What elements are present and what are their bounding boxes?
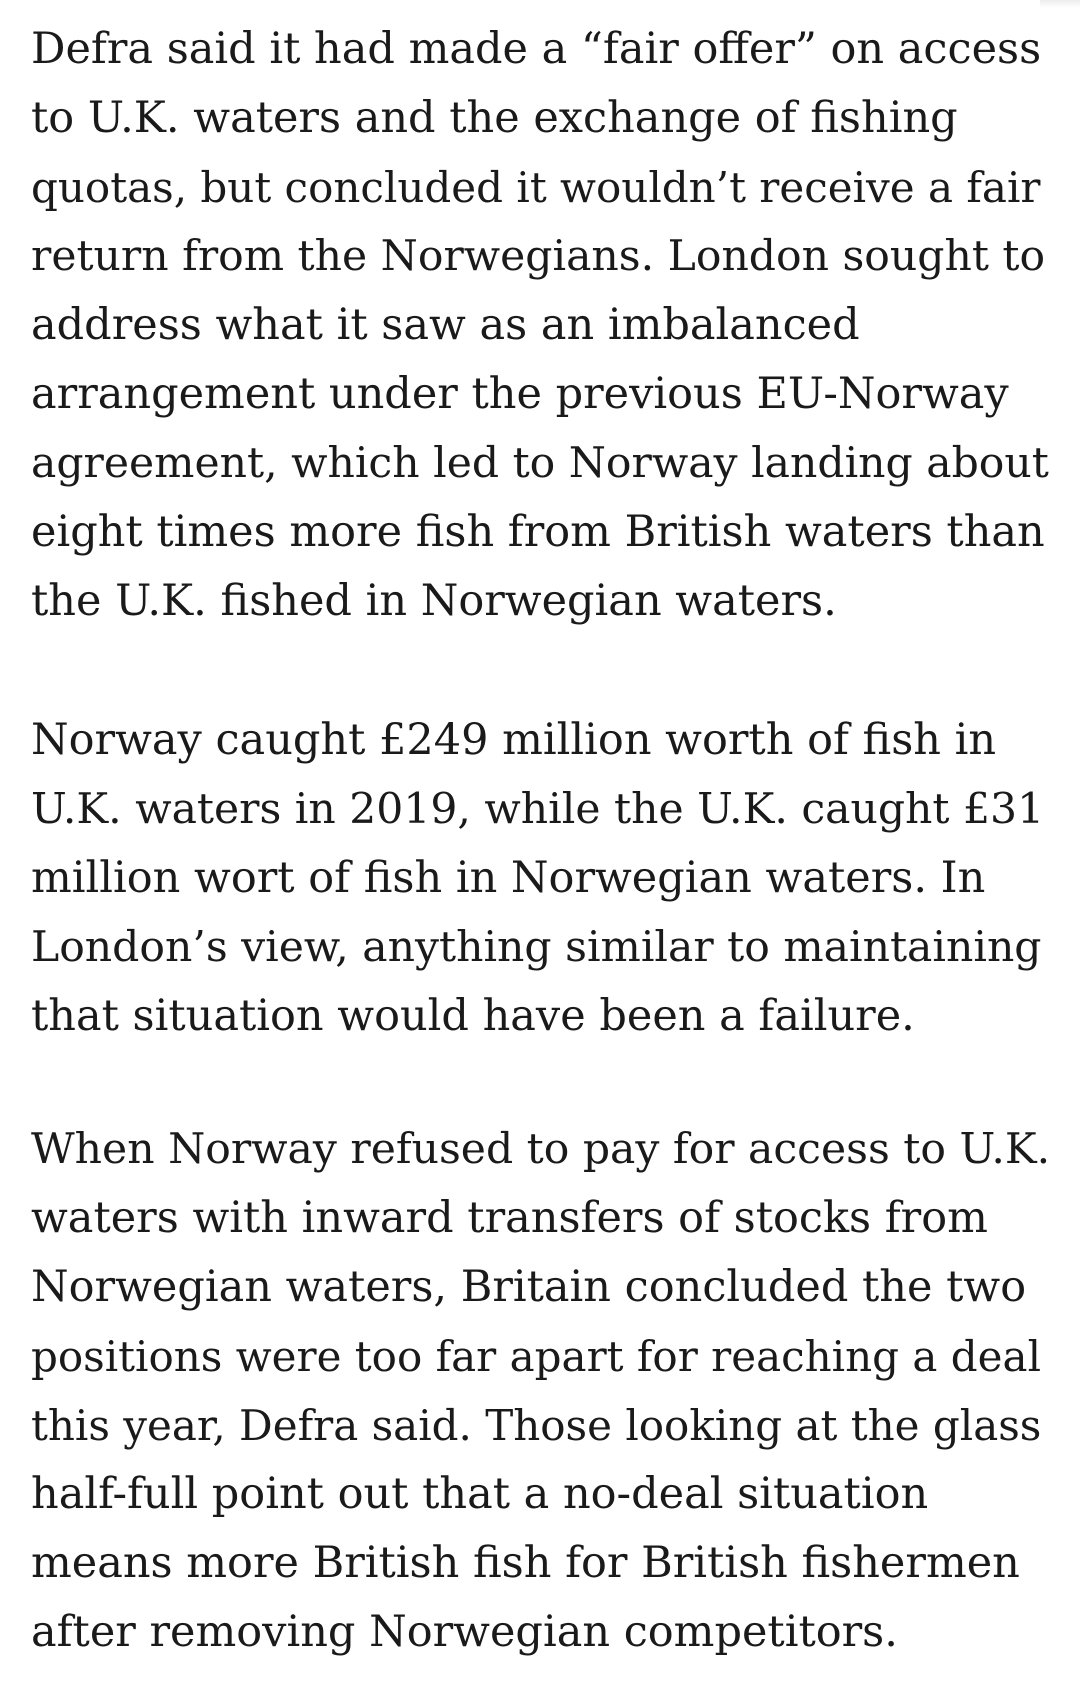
paragraph-line: the U.K. fished in Norwegian waters. <box>31 576 837 626</box>
paragraph-3 <box>31 1115 1051 1667</box>
paragraph-line: address what it saw as an imbalanced <box>31 300 860 350</box>
scroll-shadow <box>1040 0 1080 8</box>
paragraph-line: agreement, which led to Norway landing about <box>31 439 1049 488</box>
paragraph-line: Norwegian waters, Britain concluded the two <box>31 1262 1027 1312</box>
paragraph-line: positions were too far apart for reaching a deal <box>31 1332 1042 1381</box>
paragraph-line: eight times more fish from British waters than <box>31 507 1045 557</box>
paragraph-line: this year, Defra said. Those looking at the glass <box>31 1401 1042 1450</box>
paragraph-line: after removing Norwegian competitors. <box>31 1607 898 1657</box>
paragraph-line: When Norway refused to pay for access to U.K. <box>31 1125 1051 1174</box>
paragraph-line: that situation would have been a failure. <box>31 991 915 1041</box>
paragraph-line: London’s view, anything similar to maintaining <box>31 923 1042 972</box>
paragraph-line: half-full point out that a no-deal situation <box>31 1469 929 1519</box>
paragraph-line: million wort of fish in Norwegian waters. In <box>31 853 986 903</box>
paragraph-line: to U.K. waters and the exchange of fishing <box>31 93 958 143</box>
paragraph-line: arrangement under the previous EU-Norway <box>31 369 1009 419</box>
paragraph-line: return from the Norwegians. London sought to <box>31 232 1046 281</box>
paragraph-2 <box>31 706 1051 1051</box>
paragraph-line: means more British fish for British fishermen <box>31 1538 1020 1588</box>
paragraph-line: U.K. waters in 2019, while the U.K. caught £31 <box>31 785 1045 834</box>
paragraph-line: Defra said it had made a “fair offer” on access <box>31 24 1042 74</box>
paragraph-line: waters with inward transfers of stocks from <box>31 1193 988 1243</box>
paragraph-line: quotas, but concluded it wouldn’t receive a fair <box>31 163 1041 212</box>
paragraph-1 <box>31 15 1051 636</box>
paragraph-line: Norway caught £249 million worth of fish in <box>31 715 997 765</box>
